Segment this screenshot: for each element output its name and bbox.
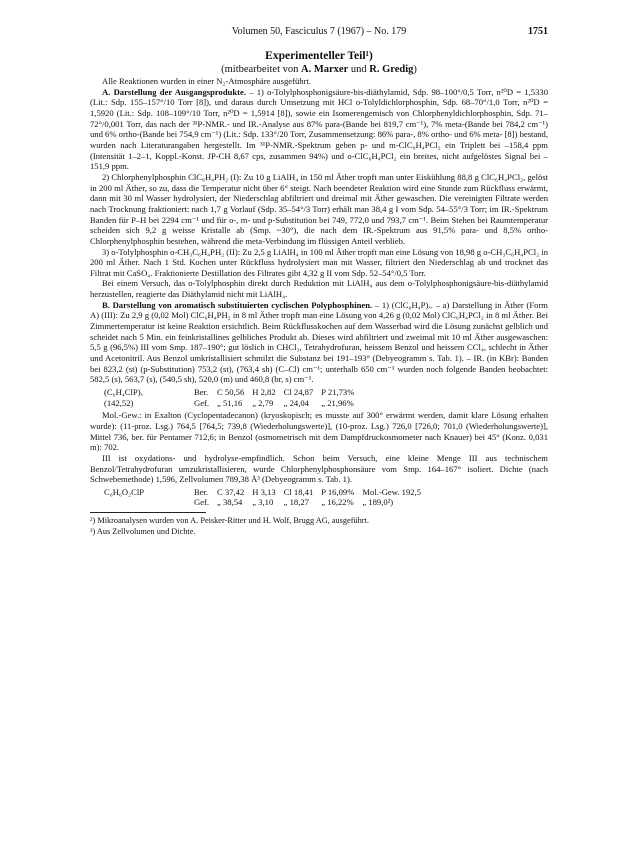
section-b-paragraph-3: III ist oxydations- und hydrolyse-empfindlich. Schon beim Versuch, eine kleine Menge III aus technischem Benzol/Tetrahydrofuran umzukristallisieren, wurde Chlorphenylphosphonsäure vom Smp. 164–167° isoliert. Dichte (nach Schwebemethode) 1,596, Zellvolumen 789,38 Å³ (Debyeogramm s. Tab. 1). [90,452,548,485]
footnote-2: ²) Mikroanalysen wurden von A. Peisker-Ritter und H. Wolf, Brugg AG, ausgeführt. [90,516,369,525]
author-gredig: R. Gredig [369,64,414,75]
analysis-formula: C₆H₆O₂ClP [104,486,145,497]
analysis-value: „ 3,10 [252,497,274,508]
journal-citation: Volumen 50, Fasciculus 7 (1967) – No. 179 [231,26,407,37]
intro-sentence: Alle Reaktionen wurden in einer N₂-Atmosphäre ausgeführt. [102,76,311,86]
collaborators-line [90,63,548,76]
section-a-paragraph-4: Bei einem Versuch, das o-Tolylphosphin direkt durch Reduktion mit LiAlH₄ aus dem o-Tolylphosphonigsäure-bis-diäthylamid herzustellen, reagierte das Diäthylamid nicht mit LiAlH₄. [90,278,548,300]
elemental-analysis-2 [90,487,548,508]
collab-prefix: (mitbearbeitet von [221,64,301,75]
section-title: Experimenteller Teil¹) [265,50,373,62]
analysis-gef-label: Gef. [194,397,210,408]
footnote-rule [90,512,206,513]
collab-suffix: ) [413,64,417,75]
section-b-heading: B. Darstellung von aromatisch substituierten cyclischen Polyphosphinen. [102,299,373,310]
analysis-value: P 16,09% [321,486,355,497]
analysis-value: C 50,56 [217,387,245,398]
analysis-value: „ 21,96% [321,397,354,408]
section-b-para1-text: – 1) (ClC₆H₄P)ₓ. – a) Darstellung in Äther (Form A) (III): Zu 2,9 g (0,02 Mol) ClC₆H₄PH₂ in 8 ml Äther tropft man eine Lösung von 4,26 g (0,02 Mol) ClC₆H₄PCl₂ in 8 ml Äther. Bei Zimmertemperatur ist keine Reaktion ersichtlich. Beim Rückflusskochen auf dem Wasserbad wird die Lösung zunächst gelblich und scheidet nach 5 Min. ein feinkristallines gelbliches Produkt ab. Dieses wird abfiltriert und zweimal mit 10 ml Äther ausgewaschen: 5,5 g (96,5%) III vom Smp. 187–190°; gut löslich in CHCl₃, Tetrahydrofuran, heissem Benzol und heissem CCl₄, schlecht in Äther und Acetonitril. Aus Benzol umkristallisiert schmilzt die Substanz bei 191–193° (Debyeogramm s. Tab. 1). – IR. (in KBr): Banden bei 823,2 (st) (p-Substitution) 753,2 (st), (763,4 sh) (C–Cl) cm⁻¹; unterhalb 650 cm⁻¹ wurden noch folgende Banden beobachtet: 582,5 (s), 563,7 (s), (540,5 sh), 520,0 (m) und 460,8 (br, s) cm⁻¹. [90,299,548,385]
analysis-value: „ 51,16 [217,397,243,408]
analysis-mol-weight: (142,52) [104,397,134,408]
analysis-value: „ 24,04 [283,397,309,408]
analysis-value: „ 18,27 [283,497,309,508]
analysis-value: „ 2,79 [252,397,274,408]
running-head [90,26,548,40]
author-marxer: A. Marxer [301,64,349,75]
analysis-value: Cl 24,87 [283,387,314,398]
analysis-ber-label: Ber. [194,387,209,398]
analysis-value: H 2,82 [252,387,276,398]
analysis-formula: (C₆H₄ClP)ₓ [104,387,144,398]
section-a-paragraph-3: 3) o-Tolylphosphin o-CH₃C₆H₄PH₂ (II): Zu 2,5 g LiAlH₄ in 100 ml Äther tropft man eine Lösung von 18,98 g o-CH₃C₆H₄PCl₂ in 200 ml Äther. Nach 1 Std. Kochen unter Rückfluss hydrolysiert man mit Wasser, filtriert den Niederschlag ab und trocknet das Filtrat mit CaSO₄. Fraktionierte Destillation des Filtrates gibt 4,32 g II vom Sdp. 52–54°/0,5 Torr. [90,246,548,278]
section-b-paragraph-2: Mol.-Gew.: in Exalton (Cyclopentadecanon) (kryoskopisch; es musste auf 300° erwärmt werden, damit klare Lösung erhalten wurde): (11-proz. Lsg.) 764,5 [764,5; 739,8 (Wiederholungswerte)], (10-proz. Lsg.) 726,0 [726,0; 701,0 (Wiederholungswerte)], Mittel 736, ber. für Pentamer 712,6; in Benzol (osmometrisch mit dem Dampfdruckosmometer nach Knauer) bei 45° (Konz. 0,031 m): 702. [90,410,548,453]
section-a-para1-text: – 1) o-Tolylphosphonigsäure-bis-diäthylamid, Sdp. 98–100°/0,5 Torr, n²⁰D = 1,5330 (Lit.: Sdp. 155–157°/10 Torr [8]), und daraus durch Umsetzung mit HCl o-Tolyldichlorphosphin, Sdp. 68–70°/1,0 Torr, n²⁰D = 1,5920 (Lit.: Sdp. 108–109°/10 Torr, n²⁰D = 1,5914 [8]), sowie ein Isomerengemisch von Chlorphenyldichlorphosphin, Sdp. 71–72°/0,001 Torr, das nach der ³¹P-NMR.- und IR.-Analyse aus 87% para-(Bande bei 819,7 cm⁻¹), 7% meta-(Bande bei 784,2 cm⁻¹) und 6% ortho-(Bande bei 754,9 cm⁻¹) (Lit.: Sdp. 133°/20 Torr, Zusammensetzung: 86% para-, 8% ortho- und 6% meta- [8]) bestand, wurden nach Literaturangaben hergestellt. Im ³¹P-NMR.-Spektrum geben p- und m-ClC₆H₄PCl₂ ein Triplett bei –158,4 ppm (Intensität 1–2–1, Koppl.-Konst. JP-CH 8,67 cps, zusammen 94%) und o-ClC₆H₄PCl₂ ein breites, nicht aufgelöstes Signal bei –151,9 ppm. [90,86,548,172]
analysis-value: Cl 18,41 [283,486,314,497]
analysis-gef-label: Gef. [194,497,210,508]
analysis-value: C 37,42 [217,486,245,497]
analysis-value: P 21,73% [321,387,355,398]
section-a-paragraph-2: 2) Chlorphenylphosphin ClC₆H₄PH₂ (I): Zu 10 g LiAlH₄ in 150 ml Äther tropft man unter Eiskühlung 88,8 g ClC₆H₄PCl₂, gelöst in 200 ml Äther, so zu, dass die Temperatur nicht über 6° steigt. Nach beendeter Reaktion wird eine Stunde zum Rückfluss erwärmt, dann mit 30 ml Wasser hydrolysiert, der Niederschlag abfiltriert und dreimal mit Äther gewaschen. Die vereinigten Filtrate werden nach Trocknung fraktioniert: nach 1,7 g Vorlauf (Sdp. 35–54°/3 Torr) erhält man 38,4 g I vom Sdp. 54–55°/3 Torr; im IR.-Spektrum Banden für P–H bei 2294 cm⁻¹ und für o-, m- und p-Substitution bei 749, 772,0 und 793,7 cm⁻¹. Beim Stehen bei Raumtemperatur scheiden sich 9,2 g weisse Kristalle ab (Smp. ~30°), die nach dem IR.-Spektrum aus 91,5% para- und 8,5% ortho-Chlorphenylphosphin bestehen, während die meta-Verbindung im flüssigen Anteil verblieb. [90,171,548,246]
page-number: 1751 [528,26,548,37]
analysis-ber-label: Ber. [194,486,209,497]
section-b-paragraph-1 [90,300,548,385]
journal-page [90,26,548,537]
footnotes [90,512,548,537]
footnote-3: ³) Aus Zellvolumen und Dichte. [90,526,196,536]
analysis-value: „ 38,54 [217,497,243,508]
analysis-value: Mol.-Gew. 192,5 [362,486,422,497]
body-text [90,76,548,508]
section-a-paragraph-1 [90,87,548,172]
collab-mid: und [348,64,370,75]
section-a-heading: A. Darstellung der Ausgangsprodukte. [102,86,247,97]
elemental-analysis-1 [90,387,548,408]
analysis-value: „ 189,0²) [362,497,394,508]
analysis-value: „ 16,22% [321,497,354,508]
analysis-value: H 3,13 [252,486,276,497]
